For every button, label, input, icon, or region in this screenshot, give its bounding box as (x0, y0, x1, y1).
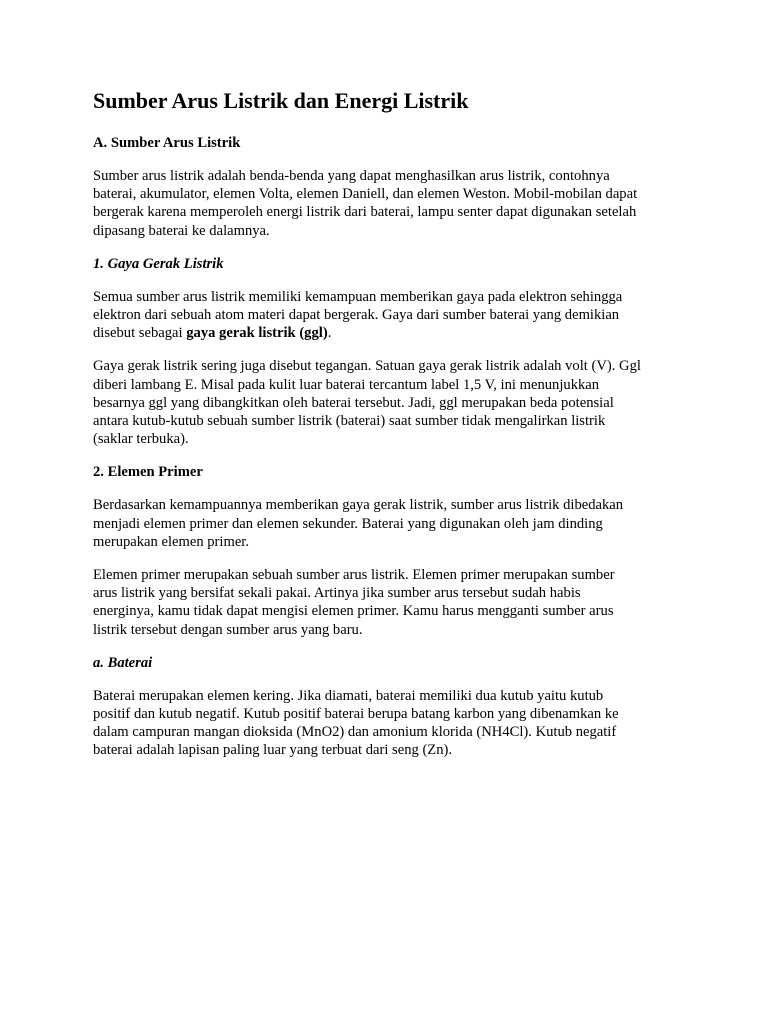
subsection-a-heading: a. Baterai (93, 654, 153, 671)
section-a-paragraph (93, 167, 676, 240)
ggl-suffix-text: . (327, 325, 332, 342)
paragraph-line (93, 324, 676, 342)
paragraph-line: Baterai merupakan elemen kering. Jika diamati, baterai memiliki dua kutub yaitu kutub (93, 687, 604, 704)
document-title: Sumber Arus Listrik dan Energi Listrik (93, 88, 469, 113)
paragraph-line: dipasang baterai ke dalamnya. (93, 222, 270, 239)
paragraph-line: Elemen primer merupakan sebuah sumber arus listrik. Elemen primer merupakan sumber (93, 567, 615, 584)
section-2-paragraph-1 (93, 496, 676, 551)
paragraph-line: dalam campuran mangan dioksida (MnO2) dan amonium klorida (NH4Cl). Kutub negatif (93, 724, 617, 741)
paragraph-line: baterai, akumulator, elemen Volta, elemen Daniell, dan elemen Weston. Mobil-mobilan dapat (93, 186, 638, 203)
section-1-heading: 1. Gaya Gerak Listrik (93, 255, 224, 272)
section-2-paragraph-2 (93, 566, 676, 639)
paragraph-line: positif dan kutub negatif. Kutub positif baterai berupa batang karbon yang dibenamkan ke (93, 706, 619, 723)
paragraph-line: menjadi elemen primer dan elemen sekunder. Baterai yang digunakan oleh jam dinding (93, 515, 603, 532)
paragraph-line: energinya, kamu tidak dapat mengisi elemen primer. Kamu harus mengganti sumber arus (93, 603, 614, 620)
paragraph-line: arus listrik yang bersifat sekali pakai. Artinya jika sumber arus tersebut sudah habis (93, 585, 581, 602)
section-1-paragraph-2 (93, 357, 676, 448)
paragraph-line: Sumber arus listrik adalah benda-benda yang dapat menghasilkan arus listrik, contohnya (93, 168, 610, 184)
paragraph-line: elektron dari sebuah atom materi dapat bergerak. Gaya dari sumber baterai yang demikian (93, 307, 620, 324)
paragraph-line: bergerak karena memperoleh energi listrik dari baterai, lampu senter dapat digunakan setelah (93, 204, 637, 221)
section-2-heading: 2. Elemen Primer (93, 464, 203, 481)
paragraph-line: besarnya ggl yang dibangkitkan oleh baterai tersebut. Jadi, ggl merupakan beda potensial (93, 394, 614, 411)
paragraph-line: Gaya gerak listrik sering juga disebut tegangan. Satuan gaya gerak listrik adalah volt (V). Ggl (93, 358, 641, 375)
paragraph-line: listrik tersebut dengan sumber arus yang baru. (93, 621, 363, 638)
paragraph-line: (saklar terbuka). (93, 431, 189, 448)
ggl-term: gaya gerak listrik (ggl) (186, 325, 328, 342)
paragraph-line: diberi lambang E. Misal pada kulit luar baterai tercantum label 1,5 V, ini menunjukkan (93, 376, 600, 393)
ggl-prefix-text: disebut sebagai (93, 325, 187, 342)
section-a-heading: A. Sumber Arus Listrik (93, 135, 241, 151)
section-1-paragraph-1 (93, 288, 676, 343)
paragraph-line: Berdasarkan kemampuannya memberikan gaya gerak listrik, sumber arus listrik dibedakan (93, 497, 624, 514)
paragraph-line: merupakan elemen primer. (93, 533, 250, 550)
paragraph-line: Semua sumber arus listrik memiliki kemampuan memberikan gaya pada elektron sehingga (93, 288, 623, 305)
subsection-a-paragraph (93, 687, 676, 760)
paragraph-line: baterai adalah lapisan paling luar yang terbuat dari seng (Zn). (93, 742, 453, 759)
paragraph-line: antara kutub-kutub sebuah sumber listrik (baterai) saat sumber tidak mengalirkan listrik (93, 413, 606, 430)
